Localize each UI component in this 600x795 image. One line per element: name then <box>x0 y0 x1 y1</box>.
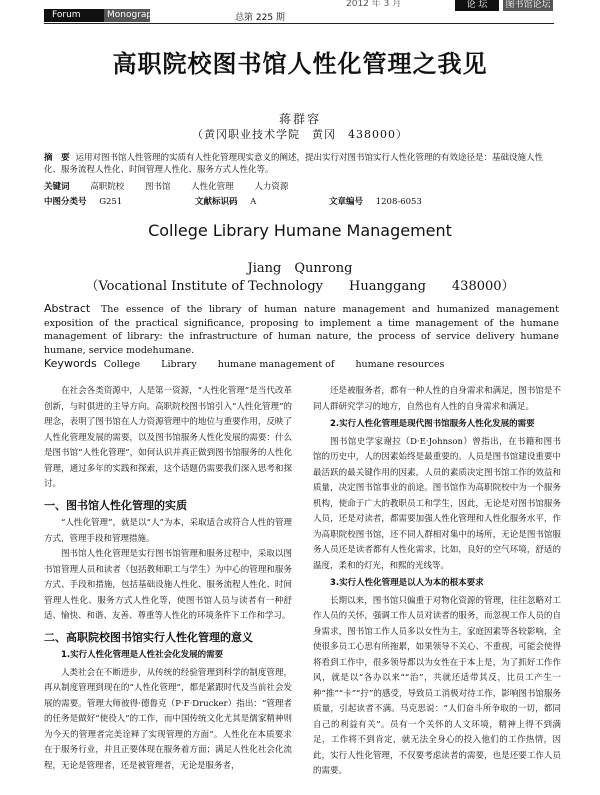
subsection-heading: 2.实行人性化管理是现代图书馆服务人性化发展的需要 <box>330 419 535 429</box>
article-number-value: 1208-6053 <box>375 197 422 207</box>
keyword-en: College <box>103 359 141 370</box>
body-paragraph: “人性化管理”，就是以“人”为本，采取适合或符合人性的管理方式，管理手段和管理措施。 <box>44 518 292 544</box>
abstract-en-label: Abstract <box>44 302 91 315</box>
classification-row <box>44 195 556 207</box>
journal-header <box>0 0 600 26</box>
doc-code-value: A <box>250 197 257 207</box>
abstract-cn-text: 运用对图书馆人性管理的实质有人性化管理现实意义的阐述，提出实行对图书馆实行人性化管理的有效途径是：基础设施人性化、服务流程人性化、时间管理人性化、服务方式人性化等。 <box>44 153 544 175</box>
keyword-cn: 人力资源 <box>254 182 289 192</box>
keyword-en: humane resources <box>355 359 445 370</box>
english-author: Jiang Qunrong <box>247 261 353 276</box>
english-affiliation: （Vocational Institute of Technology Huanggang 438000） <box>85 279 515 294</box>
keyword-en: humane management of <box>217 359 335 370</box>
keywords-en-label: Keywords <box>44 357 97 370</box>
section-heading: 二、高职院校图书馆实行人性化管理的意义 <box>44 630 253 644</box>
keywords-cn <box>44 180 556 192</box>
keyword-cn: 图书馆 <box>144 182 171 192</box>
author-name: 蒋群容 <box>278 112 321 126</box>
body-paragraph: 长期以来，图书馆只偏重于对物化资源的管理，往往忽略对工作人员的关怀，强调工作人员对读者的服务，而忽视工作人员的自身需求，图书馆工作人员多以女性为主，家庭因素等各较影响，全使很多员工心思有所拖累，如果领导不关心、不重视，可能会使得将看到工作中，很多领导都以为女性在于本上是，为了抓好工作作风，就是以“各办以来”“治”，共就还适带其反，比员工产生一种“推”“卡”“拧”的感受，导致员工消极对待工作，影响图书馆服务质量，引起读者不满。马克思说：“人们奋斗所争取的一切，都同自己的利益有关”。员有一个关怀的人文环境，精神上得不到满足，工作将不到肯定，就无法全身心的投入他们的工作热情，因此，实行人性化管理，不仅要考虑读者的需要，也是还要工作人员的需要。 <box>313 595 561 776</box>
body-paragraph: 图书馆人性化管理是实行图书馆管理和服务过程中，采取以图书馆管理人员和读者（包括教师职工与学生）为中心的管理和服务方式、手段和措施，包括基础设施人性化、服务流程人性化、时间管理人性化、服务方式人性化等，使图书馆人员与读者有一种舒适、愉快、和谐、友善、尊重等人性化的环境条件下工作和学习。 <box>44 549 292 621</box>
class-value: G251 <box>99 197 123 207</box>
subsection-heading: 1.实行人性化管理是人性社会化发展的需要 <box>61 650 224 660</box>
forum-cn-label: 论 坛 <box>455 0 499 11</box>
section-heading: 一、图书馆人性化管理的实质 <box>44 498 187 512</box>
keywords-en <box>44 357 559 370</box>
abstract-en <box>44 302 559 357</box>
issue-number: 总第 225 期 <box>235 13 285 23</box>
issue-date: 2012 年 3 月 <box>346 0 402 9</box>
abstract-en-text: The essence of the library of human nature management and humanized management exposition of the practical significance, proposing to implement a time management of the humane management of library: the infrastructure of human nature, the process of service delivery humane humane, service modehumane. <box>44 304 559 356</box>
body-column-left <box>44 384 292 774</box>
author-affiliation: （黄冈职业技术学院 黄冈 438000） <box>192 128 408 141</box>
forum-label: Forum <box>44 9 104 22</box>
abstract-cn <box>44 152 556 176</box>
class-label: 中图分类号 <box>44 197 87 207</box>
subsection-heading: 3.实行人性化管理是以人为本的根本要求 <box>330 578 484 588</box>
english-title: College Library Humane Management <box>148 221 452 240</box>
keyword-cn: 人性化管理 <box>191 182 234 192</box>
doc-code-label: 文献标识码 <box>194 197 238 207</box>
abstract-cn-label: 摘 要 <box>44 153 70 163</box>
article-number-label: 文章编号 <box>329 197 364 207</box>
body-paragraph: 人类社会在不断进步，从传统的经验管理到科学的制度管理，再从制度管理到现在的“人性化管理”，都是紧跟时代及当前社会发展的需要。管理大师彼得·德鲁克（P·F·Drucker）指出：“管理者的任务是做好“使役人”的工作，而中国传统文化尤其是儒家精神则为今天的管理者完美诠释了实现管理的方面”。人性化在本质要求在于服务行业，并且正要体现在服务着方面；满足人性化社会化流程，无论是管理者，还是被管理者，无论是服务者， <box>44 667 292 771</box>
page-title: 高职院校图书馆人性化管理之我见 <box>112 50 488 78</box>
body-paragraph: 还是被服务者，都有一种人性的自身需求和满足，图书馆是不同人群研究学习的地方，自然也有人性的自身需求和满足。 <box>313 386 561 412</box>
body-column-right <box>313 384 561 780</box>
body-paragraph: 在社会各类资源中，人是第一资源，“人性化管理”是当代改革创新，与时俱进的主导方向。高职院校图书馆引入“人性化管理”的理念，表明了图书馆在人力资源管理中的地位与重要作用，反映了人性化管理发展的需要，以及图书馆服务人性化发展的需要：什么是图书馆“人性化管理”，如何认识并真正做到图书馆服务的人性化管理，通过多年的实践和探索，这个话题仍需要我们深入思考和探讨。 <box>44 386 292 489</box>
keywords-cn-label: 关键词 <box>44 182 70 192</box>
keyword-en: Library <box>161 359 197 370</box>
journal-name-label: 图书馆论坛 <box>503 0 553 11</box>
monograph-label: Monograph <box>104 9 150 22</box>
header-rule <box>44 23 554 24</box>
body-paragraph: 图书馆史学家谢拉（D·E·Johnson）曾指出，在书籍和图书馆的历史中，人的因素始终是最重要的。人员是图书馆建设重要中最活跃的最关键作用的因素，人员的素质决定图书馆工作的效益和质量，决定图书馆事业的前途。图书馆作为高职院校中为一个服务机构，使命于广大的教职员工和学生，因此，无论是对图书馆服务人员，还是对读者，都需要加强人性化管理和人性化服务水平，作为高职院校图书馆，还不同人群相对集中的场所，无论是图书馆服务人员还是读者都有人性化需求，比如，良好的空气环境，舒适的温度，柔和的灯光，和熙的光线等。 <box>313 436 561 571</box>
keyword-cn: 高职院校 <box>90 182 125 192</box>
